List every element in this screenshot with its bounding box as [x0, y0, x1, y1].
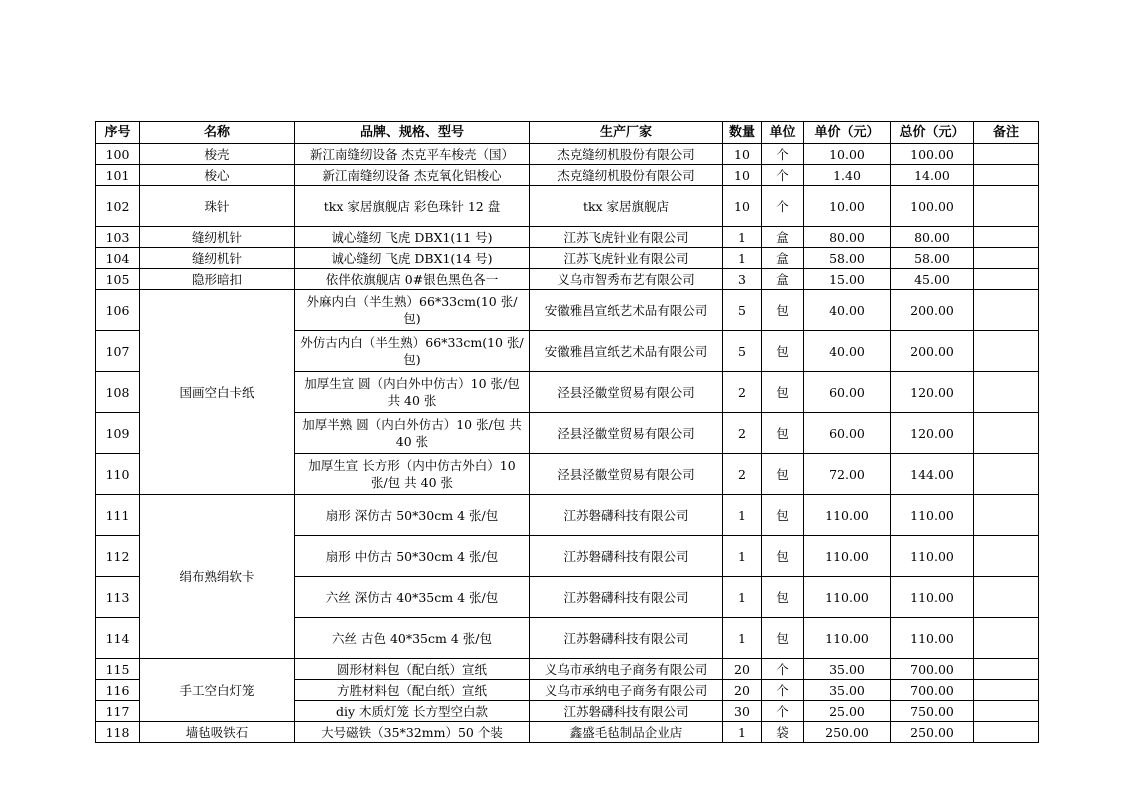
- cell-price: 10.00: [804, 144, 891, 165]
- cell-price: 1.40: [804, 165, 891, 186]
- cell-spec: tkx 家居旗舰店 彩色珠针 12 盘: [295, 186, 530, 227]
- cell-no: 105: [96, 269, 140, 290]
- table-row: [96, 269, 1039, 290]
- cell-price: 58.00: [804, 248, 891, 269]
- cell-total: 14.00: [891, 165, 974, 186]
- cell-qty: 30: [723, 701, 762, 722]
- cell-unit: 个: [762, 186, 804, 227]
- cell-total: 110.00: [891, 618, 974, 659]
- header-cell-note: 备注: [974, 122, 1039, 144]
- cell-maker: 泾县泾徽堂贸易有限公司: [530, 413, 723, 454]
- cell-spec: 圆形材料包（配白纸）宣纸: [295, 659, 530, 680]
- header-cell-qty: 数量: [723, 122, 762, 144]
- cell-spec: 加厚半熟 圆（内白外仿古）10 张/包 共 40 张: [295, 413, 530, 454]
- cell-total: 110.00: [891, 495, 974, 536]
- cell-price: 40.00: [804, 290, 891, 331]
- cell-total: 100.00: [891, 186, 974, 227]
- cell-spec: 六丝 深仿古 40*35cm 4 张/包: [295, 577, 530, 618]
- cell-unit: 个: [762, 701, 804, 722]
- cell-no: 108: [96, 372, 140, 413]
- header-cell-unit: 单位: [762, 122, 804, 144]
- cell-maker: 杰克缝纫机股份有限公司: [530, 144, 723, 165]
- cell-unit: 包: [762, 454, 804, 495]
- header-cell-no: 序号: [96, 122, 140, 144]
- cell-unit: 个: [762, 165, 804, 186]
- cell-unit: 包: [762, 372, 804, 413]
- cell-maker: 安徽雅昌宣纸艺术品有限公司: [530, 290, 723, 331]
- cell-qty: 3: [723, 269, 762, 290]
- cell-maker: 江苏磐礴科技有限公司: [530, 618, 723, 659]
- cell-name: 手工空白灯笼: [140, 659, 295, 722]
- cell-no: 117: [96, 701, 140, 722]
- cell-name: 缝纫机针: [140, 248, 295, 269]
- cell-no: 118: [96, 722, 140, 743]
- cell-qty: 10: [723, 165, 762, 186]
- cell-note: [974, 290, 1039, 331]
- cell-note: [974, 186, 1039, 227]
- header-cell-maker: 生产厂家: [530, 122, 723, 144]
- cell-price: 35.00: [804, 680, 891, 701]
- cell-name: 珠针: [140, 186, 295, 227]
- cell-spec: 方胜材料包（配白纸）宣纸: [295, 680, 530, 701]
- cell-note: [974, 269, 1039, 290]
- cell-note: [974, 536, 1039, 577]
- cell-unit: 包: [762, 618, 804, 659]
- cell-name: 缝纫机针: [140, 227, 295, 248]
- table-row: [96, 722, 1039, 743]
- cell-note: [974, 680, 1039, 701]
- cell-price: 110.00: [804, 577, 891, 618]
- cell-maker: 鑫盛毛毡制品企业店: [530, 722, 723, 743]
- cell-unit: 包: [762, 577, 804, 618]
- cell-price: 250.00: [804, 722, 891, 743]
- header-cell-spec: 品牌、规格、型号: [295, 122, 530, 144]
- cell-qty: 1: [723, 722, 762, 743]
- cell-maker: 安徽雅昌宣纸艺术品有限公司: [530, 331, 723, 372]
- cell-total: 750.00: [891, 701, 974, 722]
- table-row: [96, 659, 1039, 680]
- cell-maker: 义乌市智秀布艺有限公司: [530, 269, 723, 290]
- cell-no: 111: [96, 495, 140, 536]
- cell-note: [974, 454, 1039, 495]
- cell-total: 250.00: [891, 722, 974, 743]
- cell-name: 墙毡吸铁石: [140, 722, 295, 743]
- cell-name: 梭壳: [140, 144, 295, 165]
- cell-note: [974, 577, 1039, 618]
- cell-no: 113: [96, 577, 140, 618]
- cell-price: 25.00: [804, 701, 891, 722]
- cell-no: 103: [96, 227, 140, 248]
- cell-total: 200.00: [891, 290, 974, 331]
- cell-no: 100: [96, 144, 140, 165]
- cell-qty: 20: [723, 680, 762, 701]
- cell-maker: 江苏磐礴科技有限公司: [530, 495, 723, 536]
- cell-price: 110.00: [804, 495, 891, 536]
- cell-no: 115: [96, 659, 140, 680]
- cell-maker: 江苏磐礴科技有限公司: [530, 701, 723, 722]
- cell-price: 40.00: [804, 331, 891, 372]
- cell-total: 700.00: [891, 680, 974, 701]
- cell-unit: 盒: [762, 269, 804, 290]
- cell-unit: 包: [762, 536, 804, 577]
- cell-no: 101: [96, 165, 140, 186]
- header-cell-name: 名称: [140, 122, 295, 144]
- cell-maker: 江苏磐礴科技有限公司: [530, 577, 723, 618]
- cell-total: 120.00: [891, 413, 974, 454]
- cell-spec: 外仿古内白（半生熟）66*33cm(10 张/包): [295, 331, 530, 372]
- cell-spec: 诚心缝纫 飞虎 DBX1(14 号): [295, 248, 530, 269]
- cell-note: [974, 165, 1039, 186]
- cell-unit: 个: [762, 144, 804, 165]
- cell-note: [974, 248, 1039, 269]
- cell-total: 58.00: [891, 248, 974, 269]
- cell-qty: 1: [723, 536, 762, 577]
- cell-spec: 新江南缝纫设备 杰克氧化铝梭心: [295, 165, 530, 186]
- cell-unit: 盒: [762, 248, 804, 269]
- cell-qty: 10: [723, 186, 762, 227]
- cell-total: 45.00: [891, 269, 974, 290]
- cell-total: 110.00: [891, 577, 974, 618]
- cell-spec: 扇形 中仿古 50*30cm 4 张/包: [295, 536, 530, 577]
- table-row: [96, 186, 1039, 227]
- cell-note: [974, 495, 1039, 536]
- cell-price: 72.00: [804, 454, 891, 495]
- cell-note: [974, 618, 1039, 659]
- cell-maker: 泾县泾徽堂贸易有限公司: [530, 372, 723, 413]
- cell-total: 200.00: [891, 331, 974, 372]
- cell-unit: 个: [762, 680, 804, 701]
- cell-total: 100.00: [891, 144, 974, 165]
- header-cell-total: 总价（元）: [891, 122, 974, 144]
- cell-no: 114: [96, 618, 140, 659]
- cell-spec: 新江南缝纫设备 杰克平车梭壳（国）: [295, 144, 530, 165]
- cell-qty: 2: [723, 454, 762, 495]
- cell-note: [974, 413, 1039, 454]
- cell-note: [974, 227, 1039, 248]
- cell-no: 116: [96, 680, 140, 701]
- cell-no: 107: [96, 331, 140, 372]
- cell-spec: 大号磁铁（35*32mm）50 个装: [295, 722, 530, 743]
- cell-no: 110: [96, 454, 140, 495]
- cell-qty: 1: [723, 495, 762, 536]
- cell-name: 国画空白卡纸: [140, 290, 295, 495]
- cell-maker: 义乌市承纳电子商务有限公司: [530, 659, 723, 680]
- cell-unit: 盒: [762, 227, 804, 248]
- cell-spec: 诚心缝纫 飞虎 DBX1(11 号): [295, 227, 530, 248]
- cell-name: 绢布熟绢软卡: [140, 495, 295, 659]
- cell-note: [974, 331, 1039, 372]
- cell-maker: tkx 家居旗舰店: [530, 186, 723, 227]
- cell-qty: 1: [723, 577, 762, 618]
- cell-spec: diy 木质灯笼 长方型空白款: [295, 701, 530, 722]
- cell-maker: 江苏磐礴科技有限公司: [530, 536, 723, 577]
- cell-price: 110.00: [804, 536, 891, 577]
- cell-unit: 个: [762, 659, 804, 680]
- cell-price: 60.00: [804, 372, 891, 413]
- cell-unit: 包: [762, 290, 804, 331]
- cell-spec: 扇形 深仿古 50*30cm 4 张/包: [295, 495, 530, 536]
- cell-qty: 1: [723, 227, 762, 248]
- cell-price: 110.00: [804, 618, 891, 659]
- cell-spec: 外麻内白（半生熟）66*33cm(10 张/包): [295, 290, 530, 331]
- cell-note: [974, 372, 1039, 413]
- cell-price: 80.00: [804, 227, 891, 248]
- cell-name: 隐形暗扣: [140, 269, 295, 290]
- cell-price: 35.00: [804, 659, 891, 680]
- cell-unit: 包: [762, 495, 804, 536]
- cell-maker: 杰克缝纫机股份有限公司: [530, 165, 723, 186]
- cell-no: 104: [96, 248, 140, 269]
- cell-spec: 加厚生宣 长方形（内中仿古外白）10 张/包 共 40 张: [295, 454, 530, 495]
- cell-maker: 义乌市承纳电子商务有限公司: [530, 680, 723, 701]
- cell-qty: 1: [723, 248, 762, 269]
- cell-no: 112: [96, 536, 140, 577]
- cell-maker: 泾县泾徽堂贸易有限公司: [530, 454, 723, 495]
- cell-maker: 江苏飞虎针业有限公司: [530, 248, 723, 269]
- table-row: [96, 248, 1039, 269]
- cell-unit: 包: [762, 413, 804, 454]
- header-row: [96, 122, 1039, 144]
- cell-qty: 5: [723, 290, 762, 331]
- cell-total: 120.00: [891, 372, 974, 413]
- cell-no: 109: [96, 413, 140, 454]
- cell-spec: 加厚生宣 圆（内白外中仿古）10 张/包 共 40 张: [295, 372, 530, 413]
- table-row: [96, 290, 1039, 331]
- cell-no: 106: [96, 290, 140, 331]
- cell-note: [974, 722, 1039, 743]
- table-row: [96, 165, 1039, 186]
- cell-qty: 20: [723, 659, 762, 680]
- table-body: [96, 144, 1039, 743]
- cell-qty: 10: [723, 144, 762, 165]
- cell-note: [974, 701, 1039, 722]
- cell-total: 700.00: [891, 659, 974, 680]
- cell-total: 80.00: [891, 227, 974, 248]
- cell-maker: 江苏飞虎针业有限公司: [530, 227, 723, 248]
- cell-price: 60.00: [804, 413, 891, 454]
- cell-price: 10.00: [804, 186, 891, 227]
- cell-qty: 1: [723, 618, 762, 659]
- cell-unit: 包: [762, 331, 804, 372]
- table-row: [96, 227, 1039, 248]
- cell-note: [974, 144, 1039, 165]
- cell-unit: 袋: [762, 722, 804, 743]
- cell-total: 144.00: [891, 454, 974, 495]
- cell-price: 15.00: [804, 269, 891, 290]
- table-row: [96, 144, 1039, 165]
- cell-name: 梭心: [140, 165, 295, 186]
- cell-no: 102: [96, 186, 140, 227]
- table-row: [96, 495, 1039, 536]
- cell-qty: 2: [723, 413, 762, 454]
- cell-qty: 5: [723, 331, 762, 372]
- cell-note: [974, 659, 1039, 680]
- cell-qty: 2: [723, 372, 762, 413]
- procurement-table: [95, 121, 1039, 743]
- header-cell-price: 单价（元）: [804, 122, 891, 144]
- cell-total: 110.00: [891, 536, 974, 577]
- cell-spec: 依伴依旗舰店 0#银色黑色各一: [295, 269, 530, 290]
- cell-spec: 六丝 古色 40*35cm 4 张/包: [295, 618, 530, 659]
